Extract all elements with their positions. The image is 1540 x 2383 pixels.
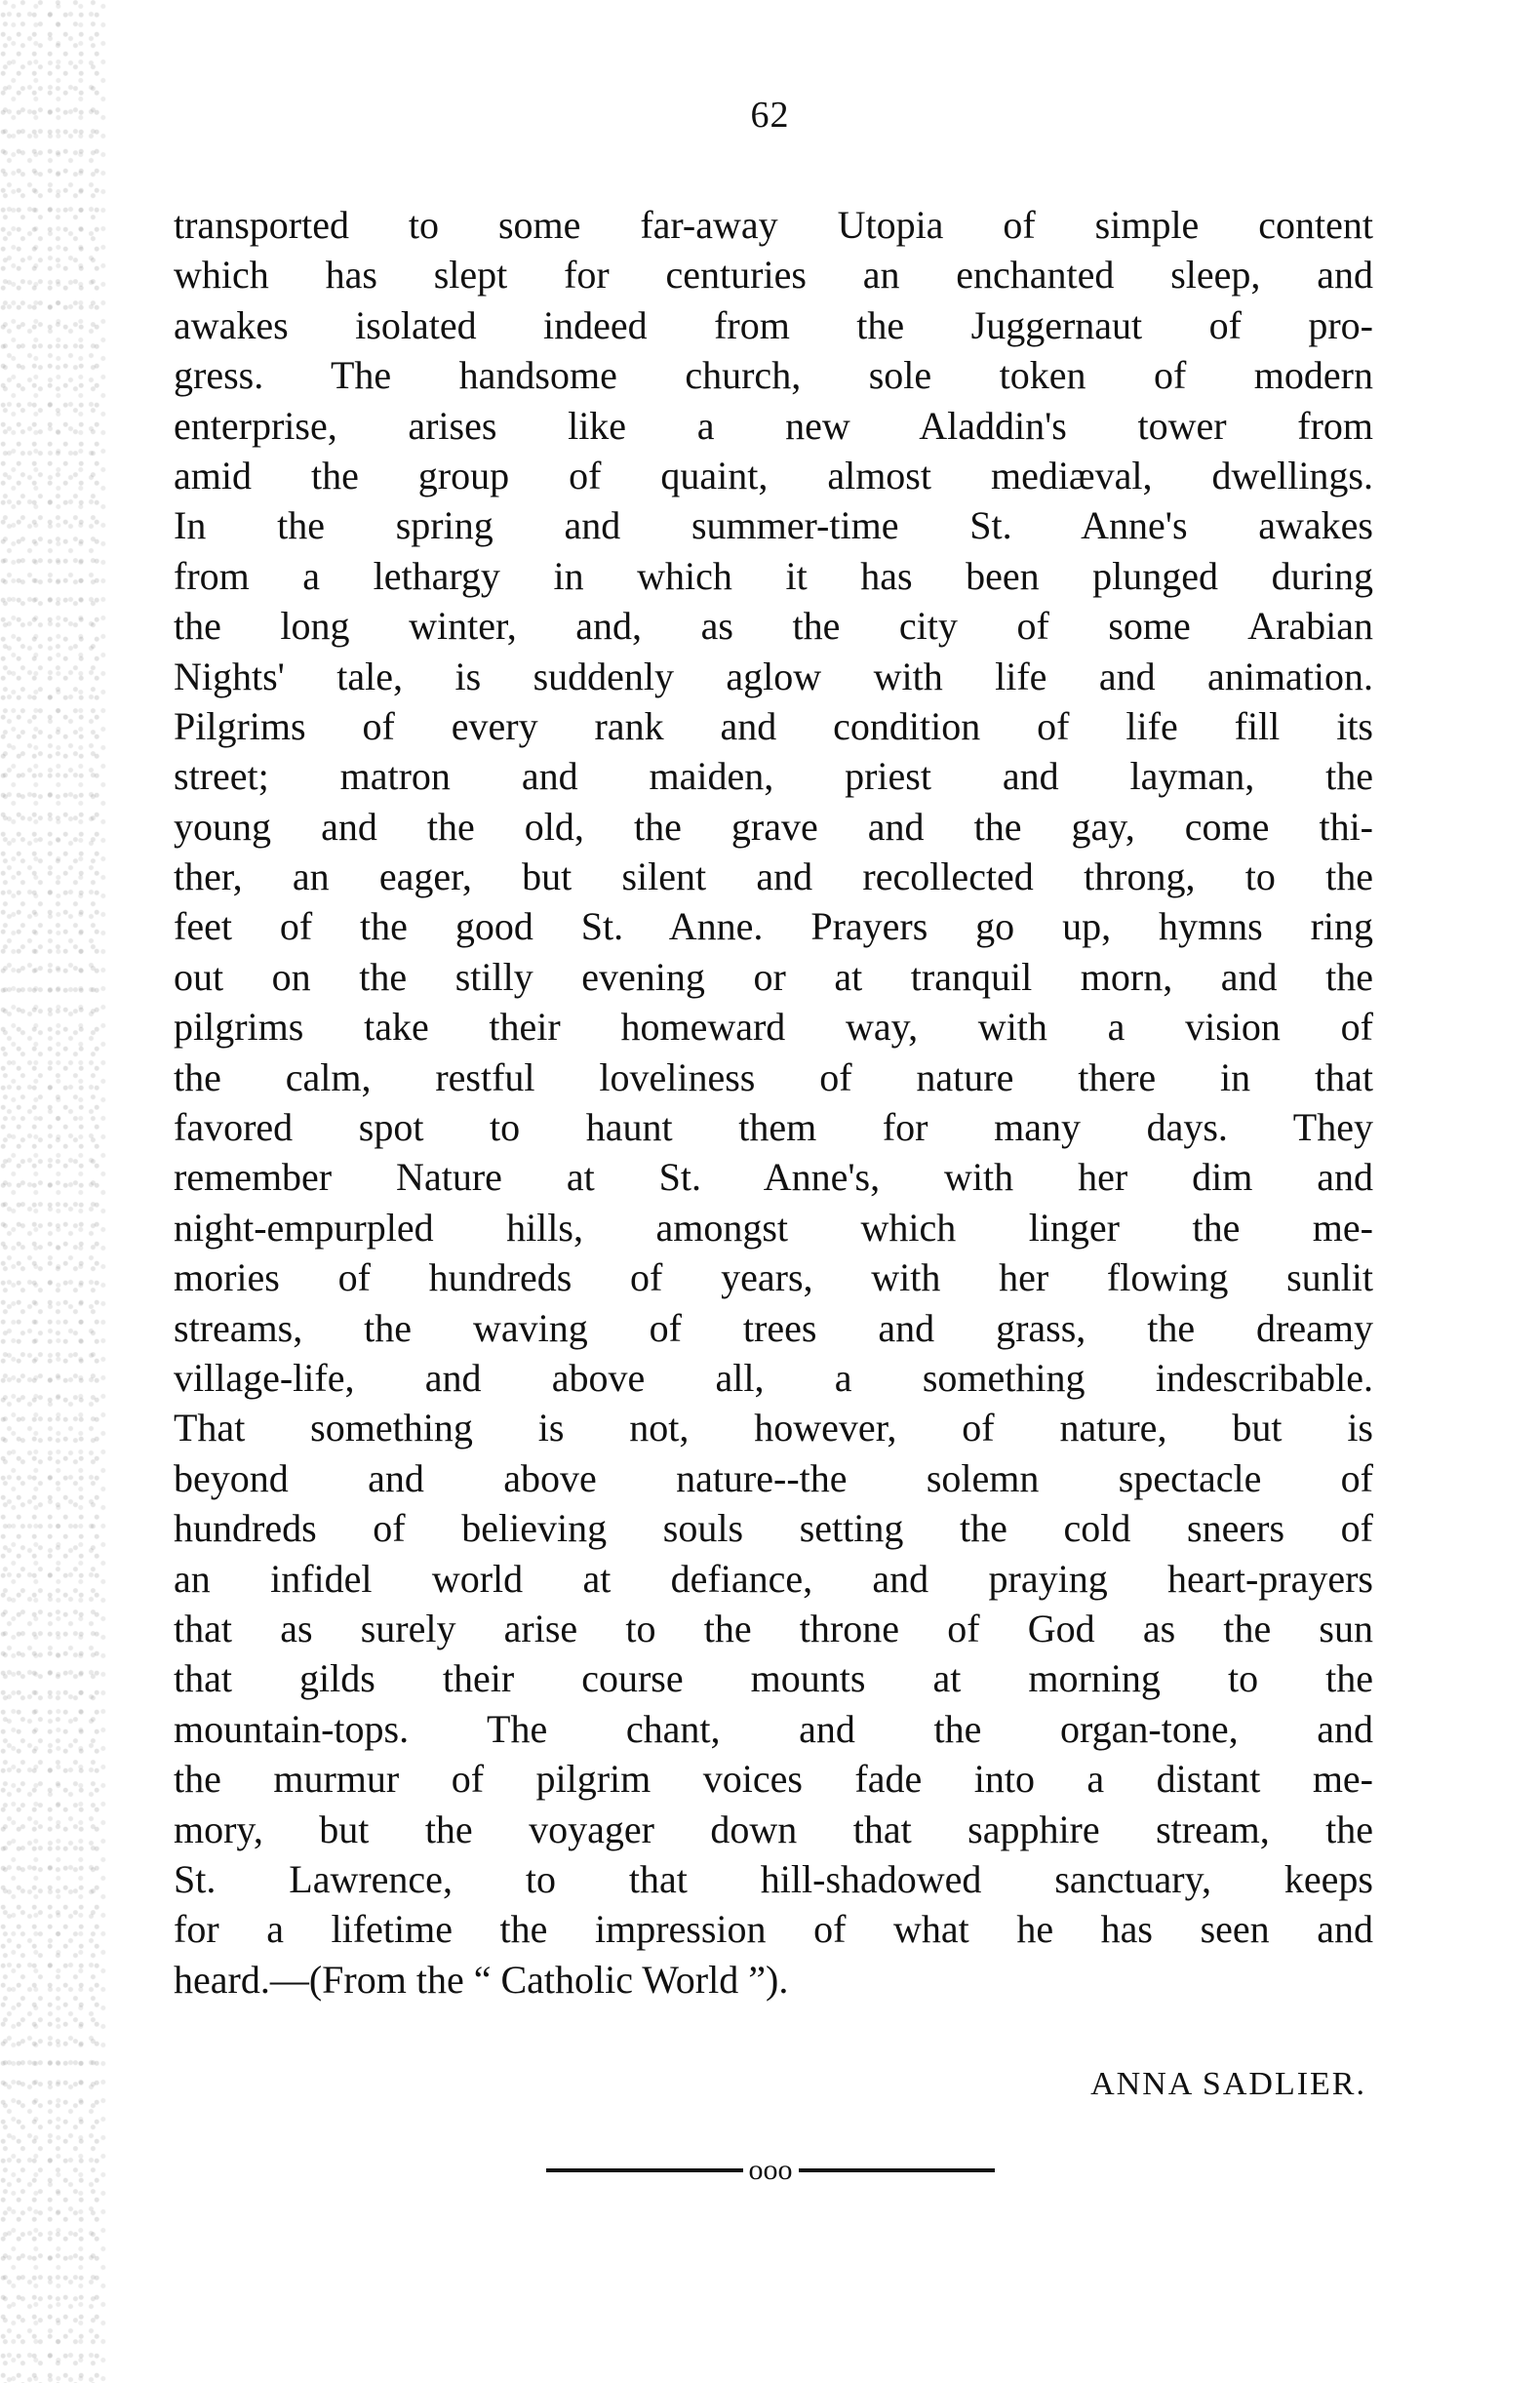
text-line: the calm, restful loveliness of nature there in that — [174, 1054, 1373, 1099]
text-line: amid the group of quaint, almost mediæval, dwellings. — [174, 453, 1373, 497]
divider-rule-right — [799, 2168, 996, 2172]
text-line: the murmur of pilgrim voices fade into a distant me- — [174, 1757, 1373, 1802]
text-line: street; matron and maiden, priest and layman, the — [174, 754, 1373, 799]
text-line: favored spot to haunt them for many days. They — [174, 1105, 1373, 1150]
text-line: ther, an eager, but silent and recollected throng, to the — [174, 854, 1373, 899]
text-line: village-life, and above all, a something indescribable. — [174, 1355, 1373, 1400]
text-line: from a lethargy in which it has been plunged during — [174, 553, 1373, 598]
text-line: an infidel world at defiance, and praying heart-prayers — [174, 1556, 1373, 1601]
text-line: young and the old, the grave and the gay, come thi- — [174, 804, 1373, 849]
section-divider — [546, 2156, 995, 2185]
text-line: mory, but the voyager down that sapphire stream, the — [174, 1807, 1373, 1851]
text-line: enterprise, arises like a new Aladdin's tower from — [174, 403, 1373, 448]
text-line: transported to some far-away Utopia of simple content — [174, 203, 1373, 247]
text-line: streams, the waving of trees and grass, the dreamy — [174, 1305, 1373, 1350]
author-signature: ANNA SADLIER. — [1090, 2066, 1366, 2102]
text-line: that as surely arise to the throne of God as the sun — [174, 1606, 1373, 1650]
text-line: St. Lawrence, to that hill-shadowed sanctuary, keeps — [174, 1856, 1373, 1901]
text-line: that gilds their course mounts at morning to the — [174, 1656, 1373, 1701]
page-number: 62 — [750, 95, 790, 136]
text-line: Pilgrims of every rank and condition of life fill its — [174, 703, 1373, 748]
text-line: awakes isolated indeed from the Juggernaut of pro- — [174, 302, 1373, 347]
text-line: pilgrims take their homeward way, with a vision of — [174, 1005, 1373, 1050]
text-line: hundreds of believing souls setting the cold sneers of — [174, 1506, 1373, 1551]
text-line: which has slept for centuries an enchanted sleep, and — [174, 253, 1373, 298]
text-line: out on the stilly evening or at tranquil morn, and the — [174, 954, 1373, 999]
text-line: beyond and above nature--the solemn spectacle of — [174, 1455, 1373, 1500]
text-line: the long winter, and, as the city of some Arabian — [174, 604, 1373, 649]
text-line: gress. The handsome church, sole token of modern — [174, 353, 1373, 398]
divider-rule-left — [546, 2168, 743, 2172]
divider-ornament: ooo — [748, 2154, 793, 2186]
text-line: That something is not, however, of nature, but is — [174, 1406, 1373, 1450]
text-line: for a lifetime the impression of what he has seen and — [174, 1907, 1373, 1952]
text-line: night-empurpled hills, amongst which linger the me- — [174, 1205, 1373, 1250]
article-body — [174, 200, 1373, 2005]
text-line: mountain-tops. The chant, and the organ-tone, and — [174, 1706, 1373, 1751]
text-line: heard.—(From the “ Catholic World ”). — [174, 1957, 789, 2002]
text-line: In the spring and summer-time St. Anne's awakes — [174, 503, 1373, 548]
text-line: feet of the good St. Anne. Prayers go up, hymns ring — [174, 904, 1373, 949]
text-line: remember Nature at St. Anne's, with her dim and — [174, 1155, 1373, 1200]
text-line: mories of hundreds of years, with her flowing sunlit — [174, 1255, 1373, 1300]
scanned-page-edge — [0, 0, 107, 2383]
text-line: Nights' tale, is suddenly aglow with life and animation. — [174, 654, 1373, 698]
